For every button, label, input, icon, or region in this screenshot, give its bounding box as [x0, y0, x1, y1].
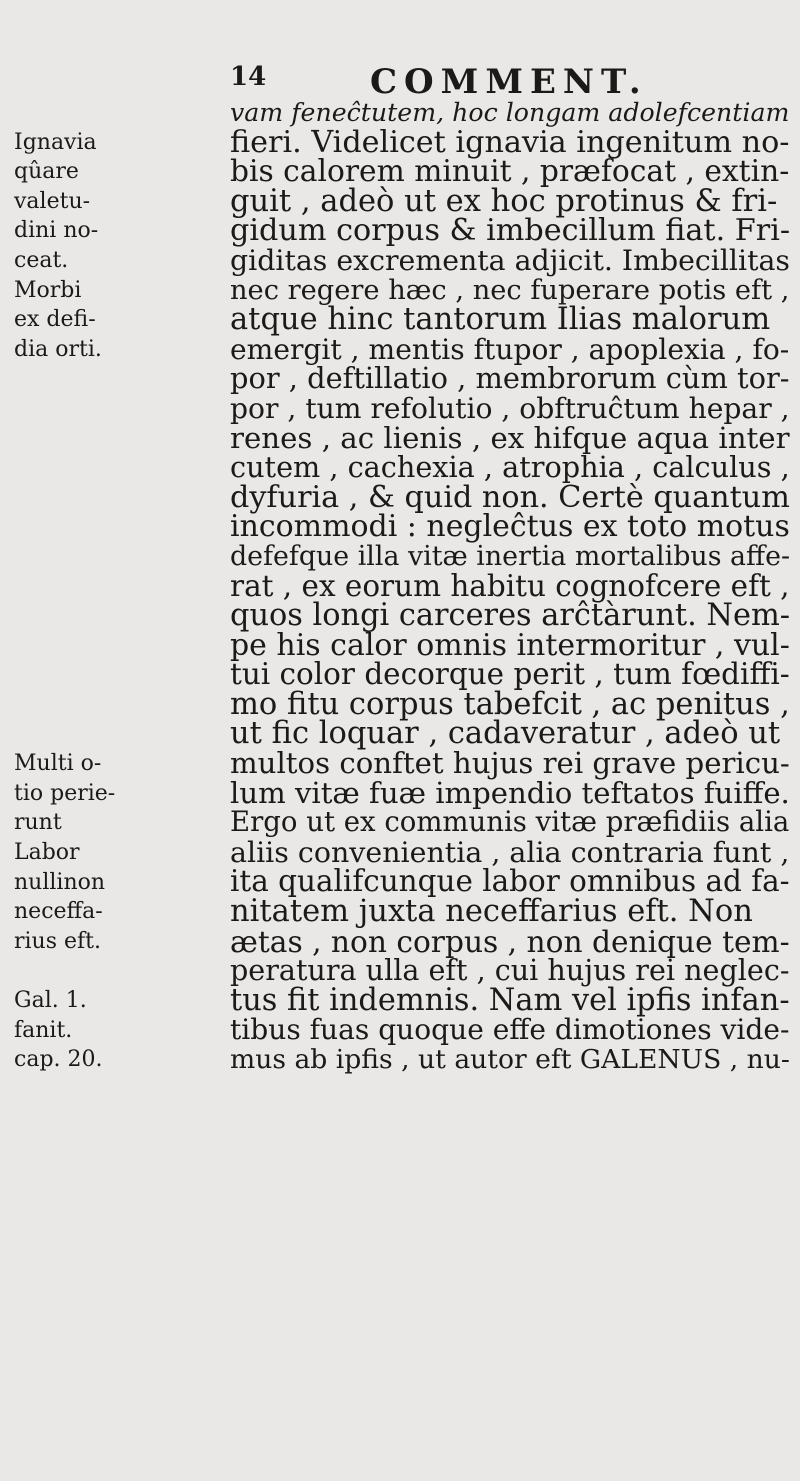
running-title: COMMENT.: [370, 62, 648, 102]
margin-note: [14, 749, 224, 838]
margin-note-line: ex defi-: [14, 307, 96, 333]
text-line: aliis convenientia , alia contraria funt ,: [230, 835, 790, 869]
text-line: ut fic loquar , cadaveratur , adeò ut: [230, 716, 781, 752]
text-line: giditas excrementa adjicit. Imbecillitas: [230, 243, 790, 277]
body-text: [230, 98, 790, 1075]
margin-note: [14, 838, 224, 956]
margin-note-line: cap. 20.: [14, 1047, 103, 1073]
text-line: tui color decorque perit , tum fœdiffi-: [230, 657, 790, 692]
text-line: quos longi carceres arĉtàrunt. Nem-: [230, 598, 791, 634]
margin-note-line: qûare: [14, 159, 79, 185]
text-line: atque hinc tantorum Ilias malorum: [230, 302, 771, 338]
text-line: tibus fuas quoque effe dimotiones vide-: [230, 1013, 790, 1047]
margin-note-line: dia orti.: [14, 336, 102, 362]
text-line: tus fit indemnis. Nam vel ipfis infan-: [230, 982, 790, 1018]
margin-note-line: Ignavia: [14, 129, 97, 155]
margin-note: [14, 128, 224, 365]
text-line: Ergo ut ex communis vitæ præfidiis alia: [230, 806, 790, 839]
text-line: rat , ex eorum habitu cognofcere eft ,: [230, 568, 790, 603]
text-line: por , deftillatio , membrorum cùm tor-: [230, 361, 790, 396]
text-line: multos conftet hujus rei grave pericu-: [230, 746, 790, 781]
margin-note-line: ceat.: [14, 247, 69, 273]
text-line: por , tum refolutio , obftruĉtum hepar ,: [230, 391, 790, 425]
text-line: pe his calor omnis intermoritur , vul-: [230, 627, 790, 663]
margin-note-line: fanit.: [14, 1017, 73, 1043]
text-line: mus ab ipfis , ut autor eft GALENUS , nu-: [230, 1044, 790, 1075]
text-line: gidum corpus & imbecillum fiat. Fri-: [230, 213, 791, 249]
text-line: dyfuria , & quid non. Certè quantum: [230, 479, 790, 515]
text-line: vam feneĉtutem, hoc longam adolefcentiam: [230, 98, 790, 127]
margin-note-line: Gal. 1.: [14, 988, 87, 1013]
text-line: incommodi : negleĉtus ex toto motus: [230, 509, 790, 545]
margin-note-line: dini no-: [14, 218, 99, 244]
text-line: nitatem juxta neceffarius eft. Non: [230, 894, 753, 930]
text-line: bis calorem minuit , præfocat , extin-: [230, 154, 790, 190]
text-line: nec regere hæc , nec fuperare potis eft ,: [230, 274, 790, 306]
margin-note-line: valetu-: [14, 188, 91, 214]
margin-note-line: Morbi: [14, 277, 82, 303]
text-line: ita qualifcunque labor omnibus ad fa-: [230, 864, 790, 899]
text-line: defefque illa vitæ inertia mortalibus affe-: [230, 540, 791, 572]
text-line: ætas , non corpus , non denique tem-: [230, 923, 790, 959]
text-line: cutem , cachexia , atrophia , calculus ,: [230, 450, 790, 485]
text-line: peratura ulla eft , cui hujus rei neglec-: [230, 953, 790, 988]
margin-note-line: rius eft.: [14, 928, 102, 954]
margin-note-line: neceffa-: [14, 899, 103, 925]
margin-note-line: tio perie-: [14, 780, 116, 806]
text-line: lum vitæ fuæ impendio teftatos fuiffe.: [230, 775, 790, 810]
margin-note-line: Labor: [14, 840, 80, 865]
margin-note: [14, 986, 224, 1075]
margin-note-line: runt: [14, 810, 62, 836]
page-header: [230, 62, 770, 102]
margin-note-line: nullinon: [14, 869, 106, 895]
page-number: 14: [230, 62, 267, 92]
text-line: guit , adeò ut ex hoc protinus & fri-: [230, 183, 778, 219]
text-line: renes , ac lienis , ex hifque aqua inter: [230, 420, 790, 455]
margin-note-line: Multi o-: [14, 751, 102, 777]
text-line: emergit , mentis ftupor , apoplexia , fo-: [230, 332, 790, 366]
text-line: mo fitu corpus tabefcit , ac penitus ,: [230, 686, 790, 722]
text-line: fieri. Videlicet ignavia ingenitum no-: [230, 124, 790, 160]
